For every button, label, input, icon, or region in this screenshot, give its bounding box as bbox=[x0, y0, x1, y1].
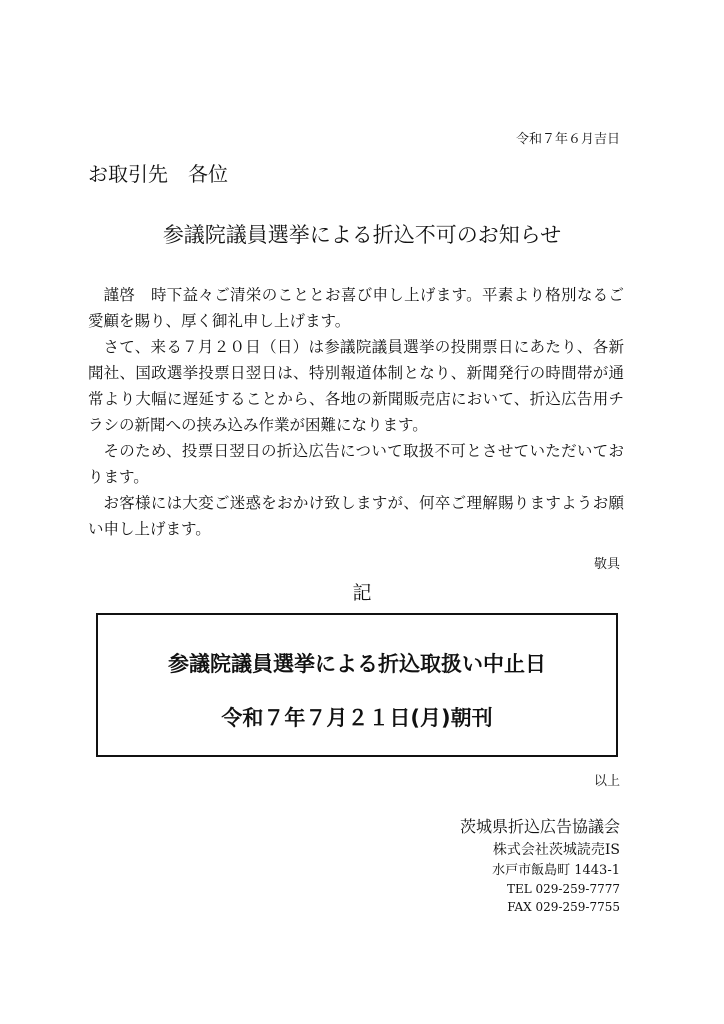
document-title: 参議院議員選挙による折込不可のお知らせ bbox=[162, 223, 562, 247]
sender-tel: TEL 029-259-7777 bbox=[506, 882, 620, 896]
sender-address: 水戸市飯島町 1443-1 bbox=[492, 863, 620, 878]
body-paragraph-notice: そのため、投票日翌日の折込広告について取扱不可とさせていただいております。 bbox=[88, 442, 624, 486]
body-text bbox=[88, 282, 624, 542]
addressee: お取引先 各位 bbox=[88, 162, 228, 186]
notice-box bbox=[96, 613, 618, 757]
ki-heading: 記 bbox=[352, 582, 372, 604]
closing-remark: 敬具 bbox=[593, 557, 620, 572]
end-remark: 以上 bbox=[593, 774, 620, 789]
sender-company: 株式会社茨城読売IS bbox=[492, 842, 620, 858]
notice-date: 令和７年７月２１日(月)朝刊 bbox=[221, 706, 493, 730]
body-paragraph-reason: さて、来る７月２０日（日）は参議院議員選挙の投開票日にあたり、各新聞社、国政選挙投票日翌日は、特別報道体制となり、新聞発行の時間帯が通常より大幅に遅延することから、各地の新聞販売店において、折込広告用チラシの新聞への挟み込み作業が困難になります。 bbox=[88, 338, 624, 434]
notice-heading: 参議院議員選挙による折込取扱い中止日 bbox=[168, 652, 546, 676]
sender-organization: 茨城県折込広告協議会 bbox=[459, 817, 620, 836]
sender-fax: FAX 029-259-7755 bbox=[507, 900, 620, 914]
document-date: 令和７年６月吉日 bbox=[515, 132, 620, 147]
sender-block bbox=[460, 815, 620, 916]
body-paragraph-greeting: 謹啓 時下益々ご清栄のこととお喜び申し上げます。平素より格別なるご愛顧を賜り、厚く御礼申し上げます。 bbox=[88, 286, 624, 330]
body-paragraph-apology: お客様には大変ご迷惑をおかけ致しますが、何卒ご理解賜りますようお願い申し上げます。 bbox=[88, 494, 624, 538]
